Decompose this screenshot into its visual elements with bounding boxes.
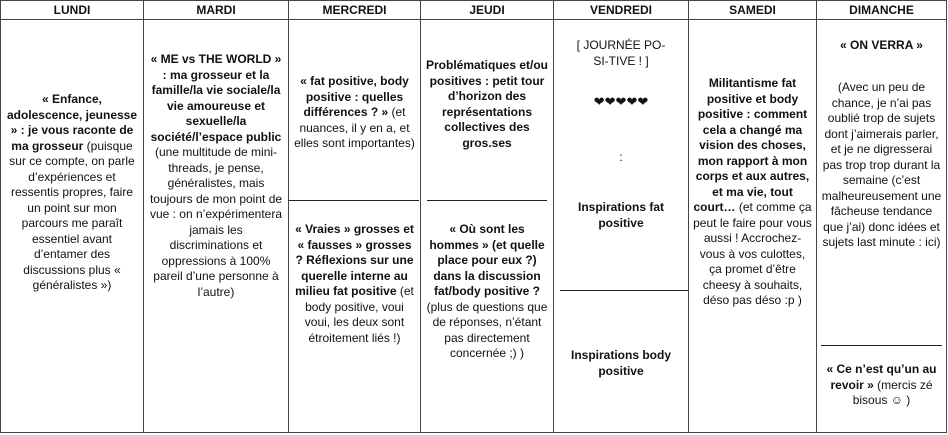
header-mercredi: MERCREDI bbox=[289, 1, 421, 20]
cell-samedi bbox=[689, 20, 817, 433]
vendredi-inspirations-body-label: Inspirations body positive bbox=[570, 348, 671, 378]
cell-lundi bbox=[1, 20, 144, 433]
vendredi-hearts: ❤❤❤❤❤ bbox=[593, 94, 649, 109]
lundi-topic-note: (puisque sur ce compte, on parle d’expériences et ressentis propres, faire un point sur mon parcours me paraît essentiel avant d’entamer des discussions plus « généralistes ») bbox=[9, 138, 135, 292]
dimanche-topic-top bbox=[821, 38, 942, 54]
dimanche-top-note: (Avec un peu de chance, je n’ai pas oublié trop de sujets dont j’aimerais parler, et je ne digresserai pas trop trop durant la semaine (c’est malheureusement une fâcheuse tendance que j’ai) donc idées et sujets last minute : ici) bbox=[821, 80, 942, 249]
samedi-topic-title: Militantisme fat positive et body positive : comment cela a changé ma vision des choses, mon rapport à mon corps et aux autres, et ma vie, tout court… bbox=[693, 76, 810, 214]
cell-jeudi bbox=[421, 20, 554, 433]
content-row bbox=[1, 20, 947, 433]
mercredi-bottom-title: « Vraies » grosses et « fausses » grosses ? Réflexions sur une querelle interne au milieu fat positive bbox=[295, 222, 414, 298]
vendredi-colon: : bbox=[619, 150, 623, 164]
dimanche-bottom-title: « Ce n’est qu’un au revoir » bbox=[826, 362, 937, 392]
header-lundi: LUNDI bbox=[1, 1, 144, 20]
dimanche-bottom-note: (mercis zé bisous ☺ ) bbox=[852, 377, 933, 407]
jeudi-top-title: Problématiques et/ou positives : petit tour d’horizon des représentations collectives des gros.ses bbox=[425, 58, 549, 150]
header-samedi: SAMEDI bbox=[689, 1, 817, 20]
header-row bbox=[1, 1, 947, 20]
dimanche-top-title: « ON VERRA » bbox=[840, 38, 923, 52]
samedi-topic bbox=[693, 76, 812, 309]
cell-vendredi bbox=[554, 20, 689, 433]
vendredi-inspirations-body bbox=[560, 348, 682, 379]
mardi-topic-title: « ME vs THE WORLD » : ma grosseur et la famille/la vie sociale/la vie amoureuse et sexuelle/la société/l’espace public bbox=[150, 52, 282, 144]
vendredi-inspirations-fat-label: Inspirations fat positive bbox=[577, 200, 664, 230]
mardi-topic bbox=[148, 52, 284, 300]
jeudi-topic-bottom bbox=[425, 222, 549, 362]
jeudi-bottom-title: « Où sont les hommes » (et quelle place pour eux ?) dans la discussion fat/body positive ? bbox=[429, 222, 545, 298]
header-mardi: MARDI bbox=[144, 1, 289, 20]
header-dimanche: DIMANCHE bbox=[817, 1, 947, 20]
cell-dimanche bbox=[817, 20, 947, 433]
jeudi-topic-top bbox=[425, 58, 549, 151]
mardi-topic-note: (une multitude de mini-threads, je pense, généralistes, mais toujours de mon point de vue : on n’expérimentera jamais les discriminations et oppressions à 100% pareil d’une personne à l’autre) bbox=[149, 145, 283, 299]
jeudi-bottom-note: (plus de questions que de réponses, n’étant pas directement concernée ;) ) bbox=[426, 299, 548, 360]
jeudi-divider bbox=[427, 200, 547, 201]
header-jeudi: JEUDI bbox=[421, 1, 554, 20]
samedi-topic-note: (et comme ça peut le faire pour vous aussi ! Accrochez-vous à vos culottes, ça promet d’être cheesy à souhaits, déso pas déso :p ) bbox=[693, 200, 812, 307]
mercredi-topic-bottom bbox=[293, 222, 416, 346]
dimanche-divider bbox=[821, 345, 942, 346]
mercredi-topic-top bbox=[293, 74, 416, 152]
vendredi-journee: [ JOURNÉE PO-SI-TIVE ! ] bbox=[576, 38, 666, 68]
mercredi-top-note: (et nuances, il y en a, et elles sont importantes) bbox=[294, 105, 415, 150]
vendredi-divider bbox=[560, 290, 688, 291]
dimanche-topic-bottom bbox=[821, 362, 942, 409]
vendredi-inspirations-fat bbox=[564, 200, 678, 231]
cell-mercredi bbox=[289, 20, 421, 433]
mercredi-top-title: « fat positive, body positive : quelles différences ? » bbox=[300, 74, 409, 119]
cell-mardi bbox=[144, 20, 289, 433]
mercredi-bottom-note: (et body positive, voui voui, les deux sont étroitement liés !) bbox=[304, 284, 414, 345]
lundi-topic-title: « Enfance, adolescence, jeunesse » : je vous raconte de ma grosseur bbox=[6, 92, 138, 153]
lundi-topic bbox=[5, 92, 139, 294]
mercredi-divider bbox=[289, 200, 419, 201]
header-vendredi: VENDREDI bbox=[554, 1, 689, 20]
